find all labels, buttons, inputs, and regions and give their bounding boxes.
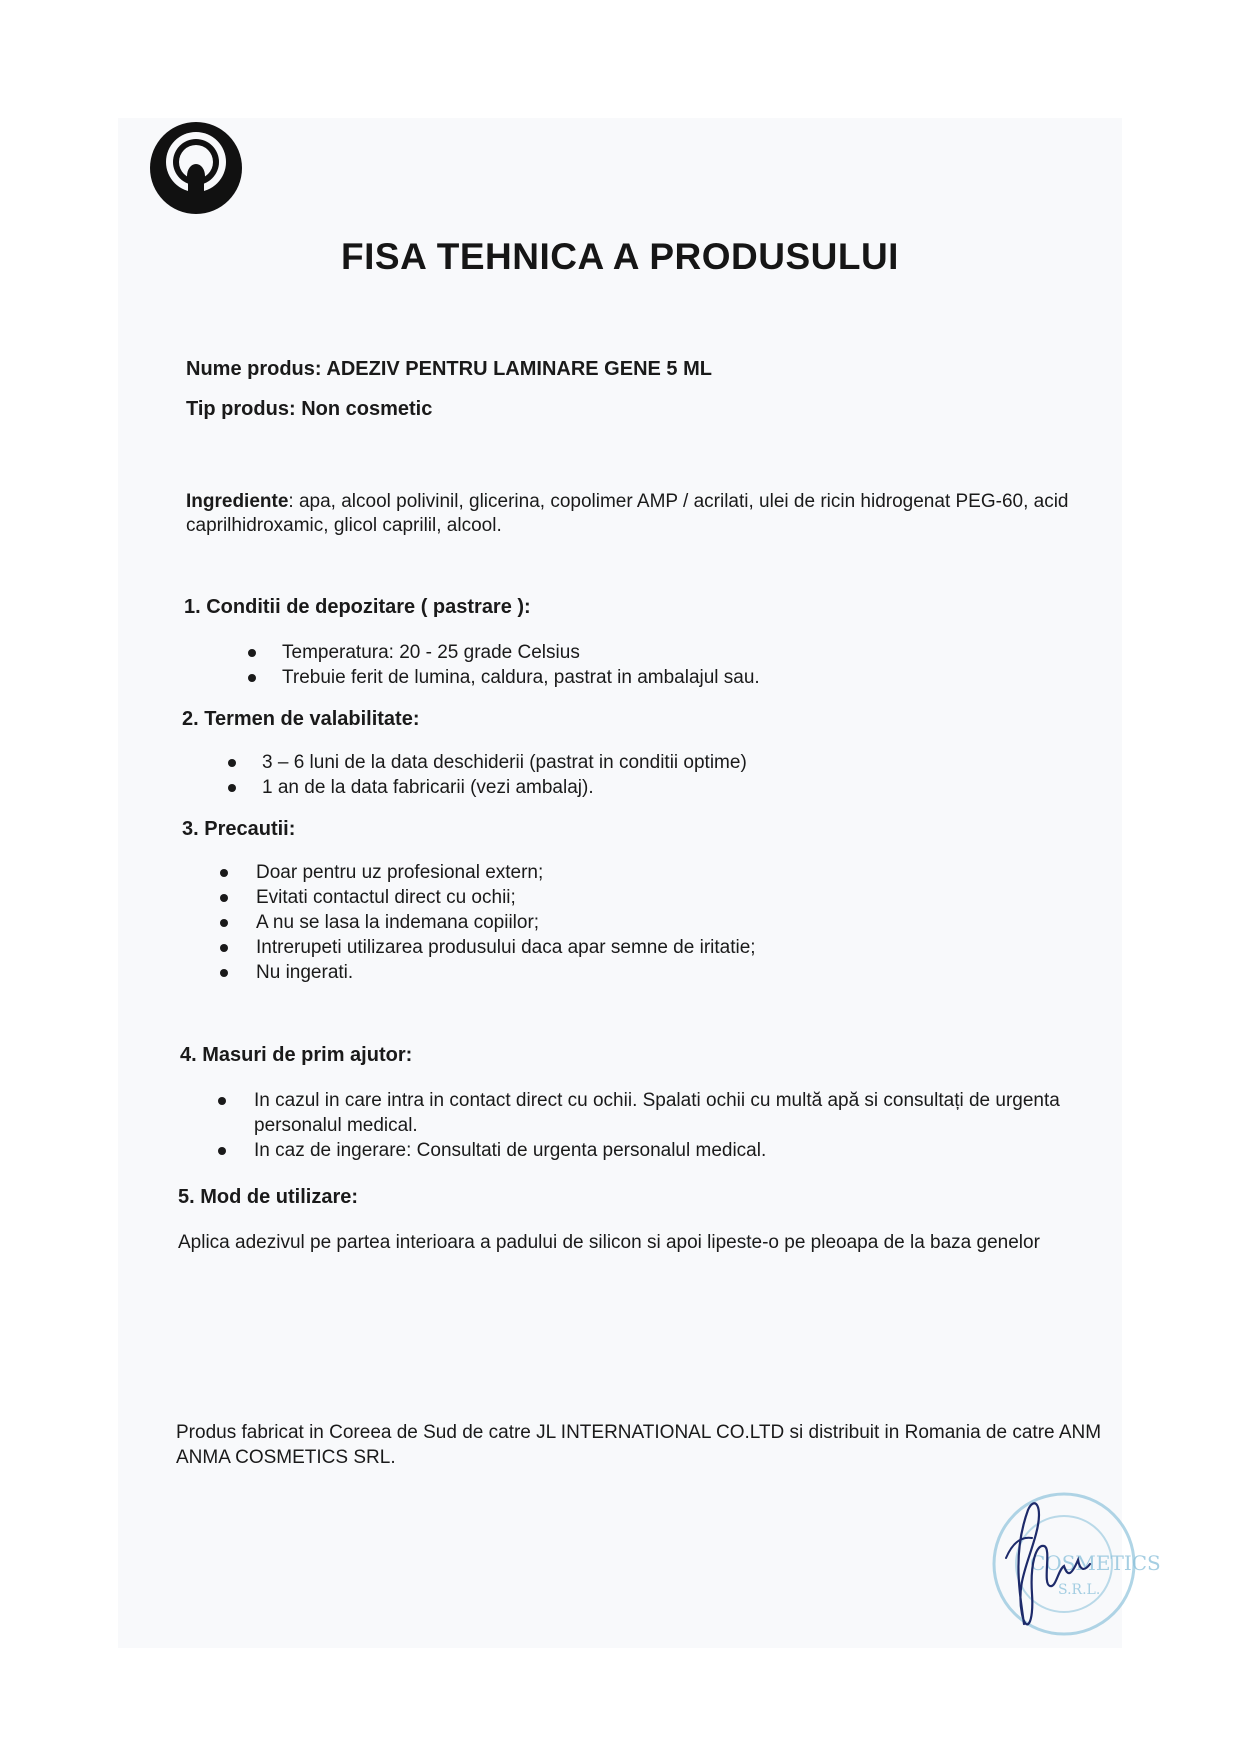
list-item: In cazul in care intra in contact direct cu ochii. Spalati ochii cu multă apă si consultați de urgenta personalul medical. [218, 1088, 1078, 1138]
list-item: Trebuie ferit de lumina, caldura, pastrat in ambalajul sau. [248, 665, 760, 690]
product-type-value: Non cosmetic [301, 398, 433, 420]
section-heading-usage: 5. Mod de utilizare: [178, 1186, 359, 1208]
bullet-icon [220, 869, 228, 877]
list-item: Temperatura: 20 - 25 grade Celsius [248, 640, 760, 665]
list-item: Nu ingerati. [220, 960, 756, 985]
bullet-icon [218, 1147, 226, 1155]
product-type-label: Tip produs: [186, 398, 296, 420]
list-item: In caz de ingerare: Consultati de urgenta personalul medical. [218, 1138, 1078, 1163]
list-item: 3 – 6 luni de la data deschiderii (pastrat in conditii optime) [228, 750, 747, 775]
manufacturer-note: Produs fabricat in Coreea de Sud de catre JL INTERNATIONAL CO.LTD si distribuit in Romania de catre ANM ANMA COSMETICS SRL. [176, 1422, 1102, 1468]
section-heading-storage: 1. Conditii de depozitare ( pastrare ): [184, 596, 531, 618]
bullet-icon [228, 784, 236, 792]
company-stamp-icon [972, 1474, 1161, 1644]
usage-paragraph: Aplica adezivul pe partea interioara a padului de silicon si apoi lipeste-o pe pleoapa de la baza genelor [178, 1232, 1040, 1253]
section-heading-precautions: 3. Precautii: [182, 818, 296, 840]
list-item: Intrerupeti utilizarea produsului daca apar semne de iritatie; [220, 935, 756, 960]
list-item: 1 an de la data fabricarii (vezi ambalaj). [228, 775, 747, 800]
product-name-label: Nume produs: [186, 358, 322, 380]
brand-logo-icon [148, 120, 244, 216]
bullet-icon [228, 759, 236, 767]
list-item: A nu se lasa la indemana copiilor; [220, 910, 756, 935]
list-item: Doar pentru uz profesional extern; [220, 860, 756, 885]
first-aid-list [218, 1088, 1078, 1163]
storage-list [248, 640, 760, 690]
product-name-value: ADEZIV PENTRU LAMINARE GENE 5 ML [326, 358, 712, 380]
ingredients-paragraph [186, 490, 1126, 538]
validity-list [228, 750, 747, 800]
list-item: Evitati contactul direct cu ochii; [220, 885, 756, 910]
bullet-icon [218, 1097, 226, 1105]
bullet-icon [220, 919, 228, 927]
bullet-icon [220, 944, 228, 952]
precautions-list [220, 860, 756, 985]
bullet-icon [248, 674, 256, 682]
svg-text:COSMETICS: COSMETICS [1030, 1551, 1161, 1575]
section-heading-validity: 2. Termen de valabilitate: [182, 708, 420, 730]
product-type-row [186, 398, 432, 421]
bullet-icon [248, 649, 256, 657]
bullet-icon [220, 969, 228, 977]
product-name-row [186, 358, 712, 381]
document-title: FISA TEHNICA A PRODUSULUI [341, 236, 899, 277]
svg-text:S.R.L.: S.R.L. [1058, 1582, 1101, 1598]
section-heading-first-aid: 4. Masuri de prim ajutor: [180, 1044, 413, 1066]
bullet-icon [220, 894, 228, 902]
ingredients-text: : apa, alcool polivinil, glicerina, copolimer AMP / acrilati, ulei de ricin hidrogenat PEG-60, acid caprilhidroxamic, glicol caprilil, alcool. [186, 491, 1069, 536]
signature-icon [1006, 1503, 1090, 1624]
ingredients-label: Ingrediente [186, 491, 289, 512]
